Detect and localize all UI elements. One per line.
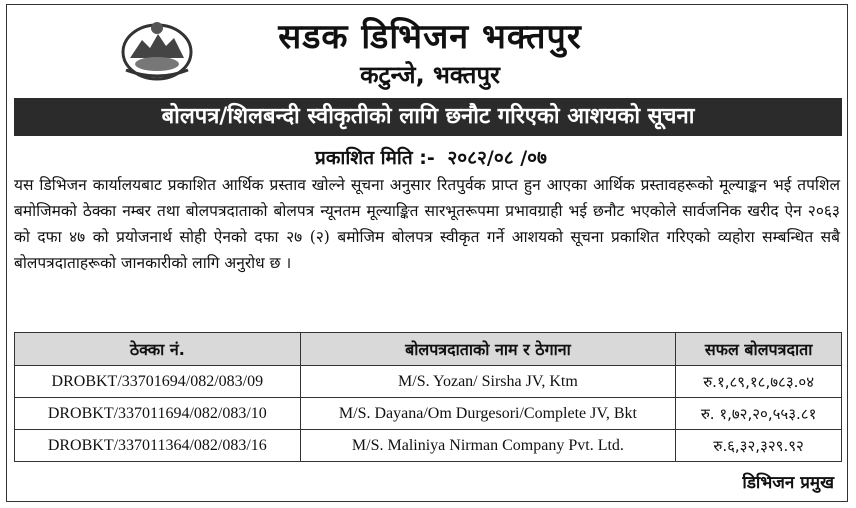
column-header-amount: सफल बोलपत्रदाता [676,333,842,366]
bid-amount: रु.६,३२,३२९.९२ [676,430,842,462]
tender-table [14,332,842,462]
contract-number: DROBKT/33701694/082/083/09 [15,366,301,398]
column-header-bidder: बोलपत्रदाताको नाम र ठेगाना [300,333,676,366]
table-row [15,430,842,462]
bidder-name: M/S. Maliniya Nirman Company Pvt. Ltd. [300,430,676,462]
bidder-name: M/S. Yozan/ Sirsha JV, Ktm [300,366,676,398]
published-date-line [14,144,842,170]
bid-amount: रु. १,७२,२०,५५३.८१ [676,398,842,430]
signature-title: डिभिजन प्रमुख [742,473,834,493]
published-label: प्रकाशित मिति :- [315,147,435,169]
bidder-name: M/S. Dayana/Om Durgesori/Complete JV, Bkt [300,398,676,430]
bid-amount: रु.१,८९,१८,७८३.०४ [676,366,842,398]
column-header-contract: ठेक्का नं. [15,333,301,366]
table-row [15,366,842,398]
nepal-government-emblem-icon [118,18,196,82]
office-address: कटुन्जे, भक्तपुर [360,61,500,89]
office-name: सडक डिभिजन भक्तपुर [278,17,582,57]
table-header-row [15,333,842,366]
contract-number: DROBKT/337011364/082/083/16 [15,430,301,462]
contract-number: DROBKT/337011694/082/083/10 [15,398,301,430]
notice-body: यस डिभिजन कार्यालयबाट प्रकाशित आर्थिक प्रस्ताव खोल्ने सूचना अनुसार रितपुर्वक प्राप्त हुन आएका आर्थिक प्रस्तावहरूको मूल्याङ्कन भई तपशिल बमोजिमको ठेक्का नम्बर तथा बोलपत्रदाताको बोलपत्र न्यूनतम मूल्याङ्कित सारभूतरूपमा प्रभावग्राही भई छनौट भएकोले सार्वजनिक खरीद ऐन २०६३ को दफा ४७ को प्रयोजनार्थ सोही ऐनको दफा २७ (२) बमोजिम बोलपत्र स्वीकृत गर्ने आशयको सूचना प्रकाशित गरिएको व्यहोरा सम्बन्धित सबै बोलपत्रदाताहरूको जानकारीको लागि अनुरोध छ । [14,176,840,272]
table-row [15,398,842,430]
notice-title: बोलपत्र/शिलबन्दी स्वीकृतीको लागि छनौट गरिएको आशयको सूचना [14,98,842,136]
published-date: २०८२/०८ /०७ [447,147,547,169]
